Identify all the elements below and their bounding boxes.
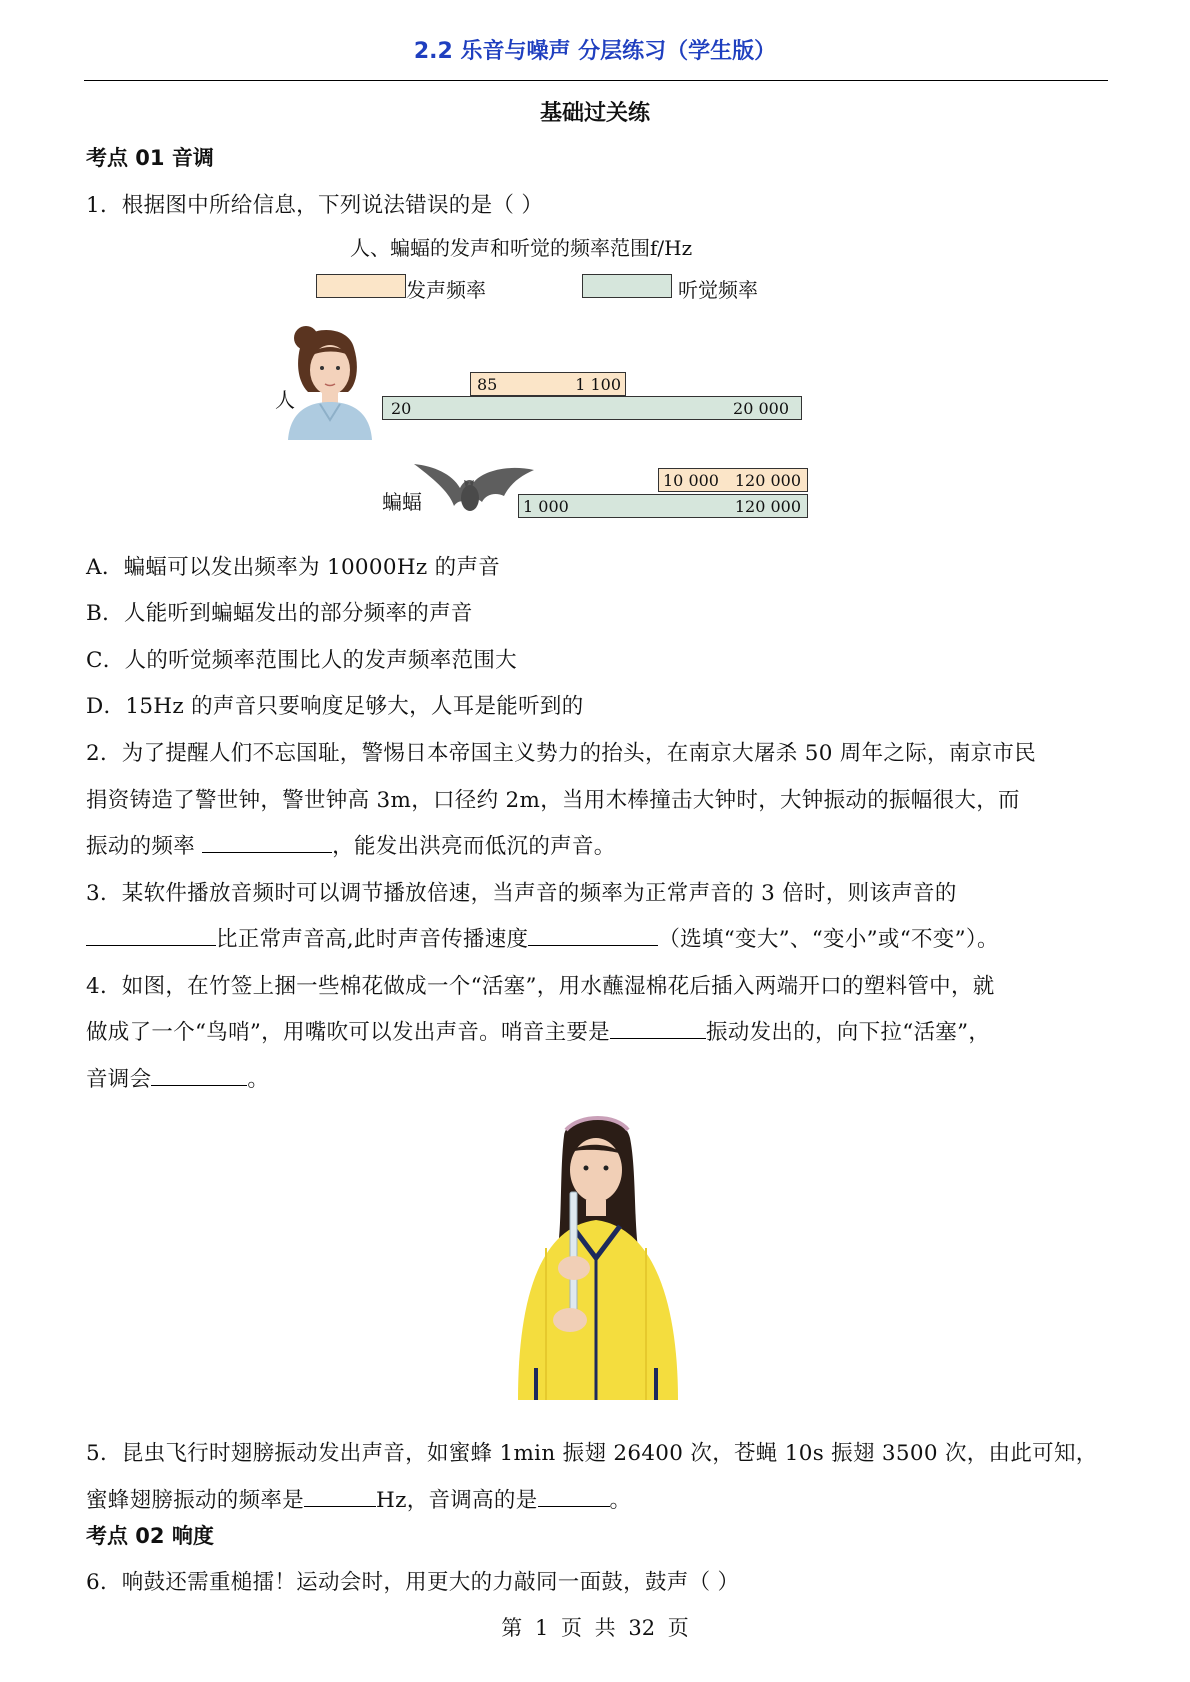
human-hear-bar [382, 396, 802, 420]
human-label: 人 [275, 388, 295, 412]
q5-text-1: 蜜蜂翅膀振动的频率是 [86, 1488, 305, 1513]
q4-text-before-blank: 做成了一个“鸟哨”，用嘴吹可以发出声音。哨音主要是 [86, 1020, 610, 1045]
question-4-line-2 [86, 1015, 1116, 1046]
q4-answer-blank-2[interactable] [151, 1065, 247, 1086]
bat-emit-min: 10 000 [663, 471, 719, 490]
question-6-stem: 6．响鼓还需重槌擂！运动会时，用更大的力敲同一面鼓，鼓声（ ） [86, 1570, 740, 1595]
human-hear-min: 20 [391, 399, 412, 418]
q4-answer-blank-1[interactable] [610, 1018, 706, 1039]
topic-heading-1: 考点 01 音调 [86, 146, 214, 170]
legend-hear-label: 听觉频率 [678, 278, 758, 302]
header-rule [84, 80, 1108, 81]
bat-label: 蝙蝠 [382, 490, 422, 514]
q5-text-3: 。 [609, 1488, 632, 1513]
bat-hear-bar [518, 494, 808, 518]
q4-text-before-blank-2: 音调会 [86, 1067, 152, 1092]
human-emit-max: 1 100 [575, 375, 621, 394]
girl-bird-whistle-illustration [506, 1108, 690, 1400]
woman-illustration [270, 322, 380, 440]
page-footer: 第 1 页 共 32 页 [501, 1616, 689, 1640]
q5-answer-blank-2[interactable] [538, 1486, 610, 1507]
human-emit-min: 85 [477, 375, 498, 394]
legend-hear-swatch [582, 274, 672, 298]
bat-hear-min: 1 000 [523, 497, 569, 516]
question-4-line-3 [86, 1062, 1116, 1093]
question-3-line-2 [86, 922, 1116, 953]
q3-answer-blank-1[interactable] [86, 925, 216, 946]
question-1-stem: 1．根据图中所给信息，下列说法错误的是（ ） [86, 193, 544, 218]
question-3-line-1: 3．某软件播放音频时可以调节播放倍速，当声音的频率为正常声音的 3 倍时，则该声音的 [86, 881, 957, 906]
q5-text-2: Hz，音调高的是 [376, 1488, 538, 1513]
q1-option-c: C．人的听觉频率范围比人的发声频率范围大 [86, 648, 517, 673]
q2-answer-blank[interactable] [202, 832, 332, 853]
legend-emit-swatch [316, 274, 406, 298]
human-hear-max: 20 000 [733, 399, 789, 418]
q1-option-b: B．人能听到蝙蝠发出的部分频率的声音 [86, 601, 473, 626]
q4-text-after-blank: 振动发出的，向下拉“活塞”， [706, 1020, 991, 1045]
question-2-line-1: 2．为了提醒人们不忘国耻，警惕日本帝国主义势力的抬头，在南京大屠杀 50 周年之际，南京市民 [86, 741, 1037, 766]
bat-emit-max: 120 000 [734, 471, 801, 490]
legend-emit-label: 发声频率 [406, 278, 486, 302]
question-5-line-2 [86, 1483, 1116, 1514]
human-emit-bar [470, 372, 626, 396]
bat-emit-bar [658, 468, 808, 492]
q3-text-after: （选填“变大”、“变小”或“不变”）。 [658, 927, 999, 952]
question-2-line-2: 捐资铸造了警世钟，警世钟高 3m，口径约 2m，当用木棒撞击大钟时，大钟振动的振幅很大，而 [86, 788, 1020, 813]
q5-answer-blank-1[interactable] [304, 1486, 376, 1507]
figure-title: 人、蝙蝠的发声和听觉的频率范围f/Hz [350, 236, 693, 260]
question-2-line-3 [86, 829, 1116, 860]
q4-text-end: 。 [247, 1067, 270, 1092]
q3-answer-blank-2[interactable] [528, 925, 658, 946]
q3-text-middle: 比正常声音高,此时声音传播速度 [216, 927, 529, 952]
bat-hear-max: 120 000 [734, 497, 801, 516]
q1-option-a: A．蝙蝠可以发出频率为 10000Hz 的声音 [86, 555, 501, 580]
topic-heading-2: 考点 02 响度 [86, 1524, 214, 1548]
q2-text-before-blank: 振动的频率 [86, 834, 203, 859]
q2-text-after-blank: ，能发出洪亮而低沉的声音。 [332, 834, 616, 859]
document-title: 2.2 乐音与噪声 分层练习（学生版） [413, 39, 777, 64]
q1-option-d: D．15Hz 的声音只要响度足够大，人耳是能听到的 [86, 694, 584, 719]
question-5-line-1: 5．昆虫飞行时翅膀振动发出声音，如蜜蜂 1min 振翅 26400 次，苍蝇 10s 振翅 3500 次，由此可知， [86, 1441, 1098, 1466]
section-title: 基础过关练 [539, 101, 650, 126]
question-4-line-1: 4．如图，在竹签上捆一些棉花做成一个“活塞”，用水蘸湿棉花后插入两端开口的塑料管中，就 [86, 974, 995, 999]
